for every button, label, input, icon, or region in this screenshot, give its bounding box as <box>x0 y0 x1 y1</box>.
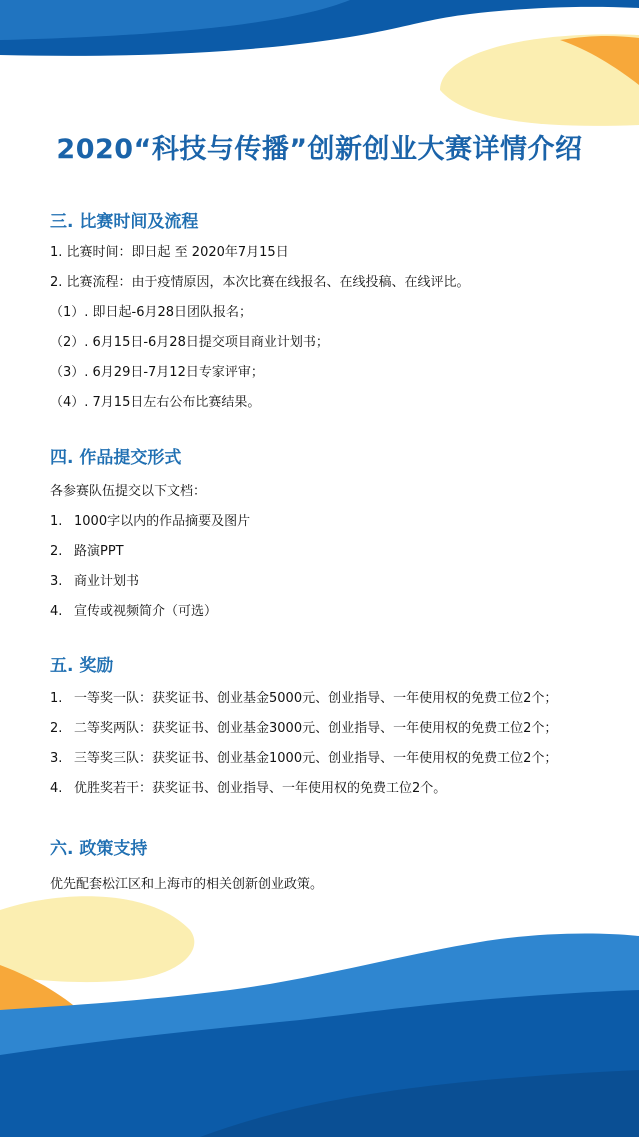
list-number: 4. <box>50 781 63 796</box>
submission-intro: 各参赛队伍提交以下文档： <box>50 484 207 499</box>
list-text: 二等奖两队：获奖证书、创业基金3000元、创业指导、一年使用权的免费工位2个； <box>74 721 558 736</box>
section-heading-schedule: 三. 比赛时间及流程 <box>50 212 199 232</box>
list-number: 3. <box>50 751 63 766</box>
schedule-line: （3）. 6月29日-7月12日专家评审； <box>50 365 264 380</box>
award-item <box>50 750 557 768</box>
list-text: 1000字以内的作品摘要及图片 <box>74 514 251 529</box>
list-text: 三等奖三队：获奖证书、创业基金1000元、创业指导、一年使用权的免费工位2个； <box>74 751 558 766</box>
list-number: 2. <box>50 721 63 736</box>
policy-line: 优先配套松江区和上海市的相关创新创业政策。 <box>50 877 324 892</box>
list-item <box>50 543 124 561</box>
award-item <box>50 720 557 738</box>
section-heading-awards: 五. 奖励 <box>50 656 114 676</box>
award-item <box>50 780 446 798</box>
award-item <box>50 690 557 708</box>
list-item <box>50 513 250 531</box>
list-text: 路演PPT <box>74 544 124 559</box>
top-wave-decoration <box>0 0 639 130</box>
section-heading-submission: 四. 作品提交形式 <box>50 448 182 468</box>
schedule-line: 2. 比赛流程：由于疫情原因，本次比赛在线报名、在线投稿、在线评比。 <box>50 275 470 290</box>
section-heading-policy: 六. 政策支持 <box>50 839 148 859</box>
list-text: 宣传或视频简介（可选） <box>74 604 218 619</box>
page-title: 2020“科技与传播”创新创业大赛详情介绍 <box>56 134 583 165</box>
schedule-line: （1）. 即日起-6月28日团队报名； <box>50 305 253 320</box>
list-number: 1. <box>50 514 63 529</box>
list-number: 4. <box>50 604 63 619</box>
list-number: 3. <box>50 574 63 589</box>
list-number: 1. <box>50 691 63 706</box>
schedule-line: （4）. 7月15日左右公布比赛结果。 <box>50 395 261 410</box>
bottom-wave-decoration <box>0 880 639 1137</box>
list-text: 一等奖一队：获奖证书、创业基金5000元、创业指导、一年使用权的免费工位2个； <box>74 691 558 706</box>
list-number: 2. <box>50 544 63 559</box>
schedule-line: （2）. 6月15日-6月28日提交项目商业计划书； <box>50 335 329 350</box>
schedule-line: 1. 比赛时间：即日起 至 2020年7月15日 <box>50 245 289 260</box>
list-item <box>50 573 139 591</box>
list-text: 商业计划书 <box>74 574 140 589</box>
list-text: 优胜奖若干：获奖证书、创业指导、一年使用权的免费工位2个。 <box>74 781 447 796</box>
list-item <box>50 603 217 621</box>
